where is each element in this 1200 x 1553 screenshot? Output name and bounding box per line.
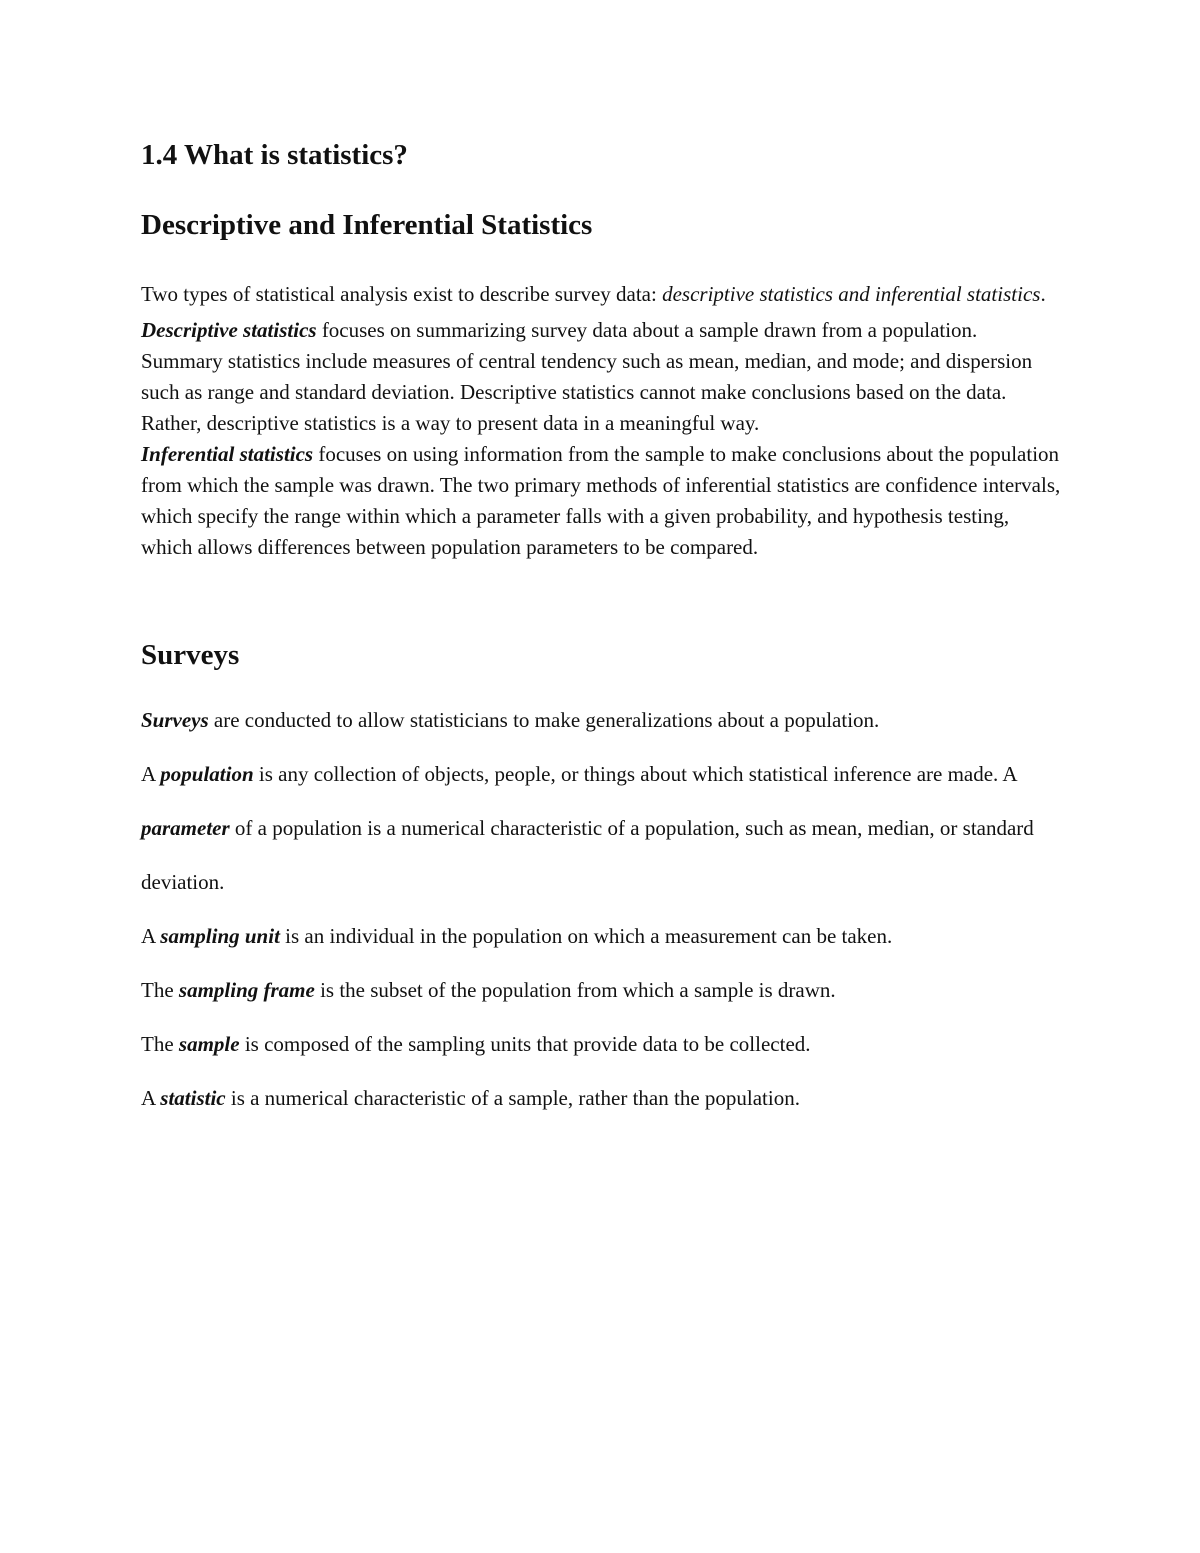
sample-pre: The bbox=[141, 1032, 179, 1057]
statistic-term: statistic bbox=[160, 1086, 226, 1111]
surveys-definition bbox=[141, 693, 1061, 747]
intro-end: . bbox=[1040, 281, 1046, 306]
population-term: population bbox=[160, 762, 254, 787]
surveys-term: Surveys bbox=[141, 708, 209, 733]
descriptive-paragraph bbox=[141, 315, 1061, 439]
sampling-unit-definition bbox=[141, 909, 1061, 963]
parameter-term: parameter bbox=[141, 816, 230, 841]
parameter-text: of a population is a numerical characteristic of a population, such as mean, median, or standard deviation. bbox=[141, 816, 1034, 895]
inferential-paragraph bbox=[141, 439, 1061, 563]
inferential-term: Inferential statistics bbox=[141, 441, 314, 466]
sampling-frame-text: is the subset of the population from which a sample is drawn. bbox=[314, 978, 836, 1003]
descriptive-inferential-heading: Descriptive and Inferential Statistics bbox=[141, 208, 593, 241]
sample-text: is composed of the sampling units that provide data to be collected. bbox=[239, 1032, 811, 1057]
sampling-unit-text: is an individual in the population on which a measurement can be taken. bbox=[279, 924, 893, 949]
intro-text: Two types of statistical analysis exist to describe survey data: bbox=[141, 281, 663, 306]
statistic-text: is a numerical characteristic of a sample, rather than the population. bbox=[225, 1086, 800, 1111]
statistic-pre: A bbox=[141, 1086, 161, 1111]
descriptive-term: Descriptive statistics bbox=[141, 317, 317, 342]
sampling-unit-pre: A bbox=[141, 924, 161, 949]
surveys-definitions bbox=[141, 693, 1061, 1125]
surveys-heading: Surveys bbox=[141, 638, 240, 671]
population-pre: A bbox=[141, 762, 161, 787]
intro-italic-terms: descriptive statistics and inferential statistics bbox=[662, 281, 1041, 306]
sample-term: sample bbox=[178, 1032, 240, 1057]
sample-definition bbox=[141, 1017, 1061, 1071]
descriptive-text: focuses on summarizing survey data about a sample drawn from a population. Summary statistics include measures of central tendency such as mean, median, and mode; and dispersion such as range and standard deviation. Descriptive statistics cannot make conclusions based on the data. Rather, descriptive statistics is a way to present data in a meaningful way. bbox=[141, 317, 1033, 435]
section-title: 1.4 What is statistics? bbox=[141, 139, 408, 171]
sampling-unit-term: sampling unit bbox=[160, 924, 280, 949]
intro-paragraph bbox=[141, 273, 1061, 315]
population-definition bbox=[141, 747, 1061, 909]
surveys-text: are conducted to allow statisticians to make generalizations about a population. bbox=[208, 708, 880, 733]
inferential-text: focuses on using information from the sample to make conclusions about the population from which the sample was drawn. The two primary methods of inferential statistics are confidence intervals, which specify the range within which a parameter falls with a given probability, and hypothesis testing, which allows differences between population parameters to be compared. bbox=[141, 441, 1061, 559]
statistic-definition bbox=[141, 1071, 1061, 1125]
population-text: is any collection of objects, people, or things about which statistical inference are made. A bbox=[253, 762, 1017, 787]
document-content bbox=[141, 138, 1061, 1125]
sampling-frame-pre: The bbox=[141, 978, 179, 1003]
sampling-frame-term: sampling frame bbox=[178, 978, 315, 1003]
sampling-frame-definition bbox=[141, 963, 1061, 1017]
